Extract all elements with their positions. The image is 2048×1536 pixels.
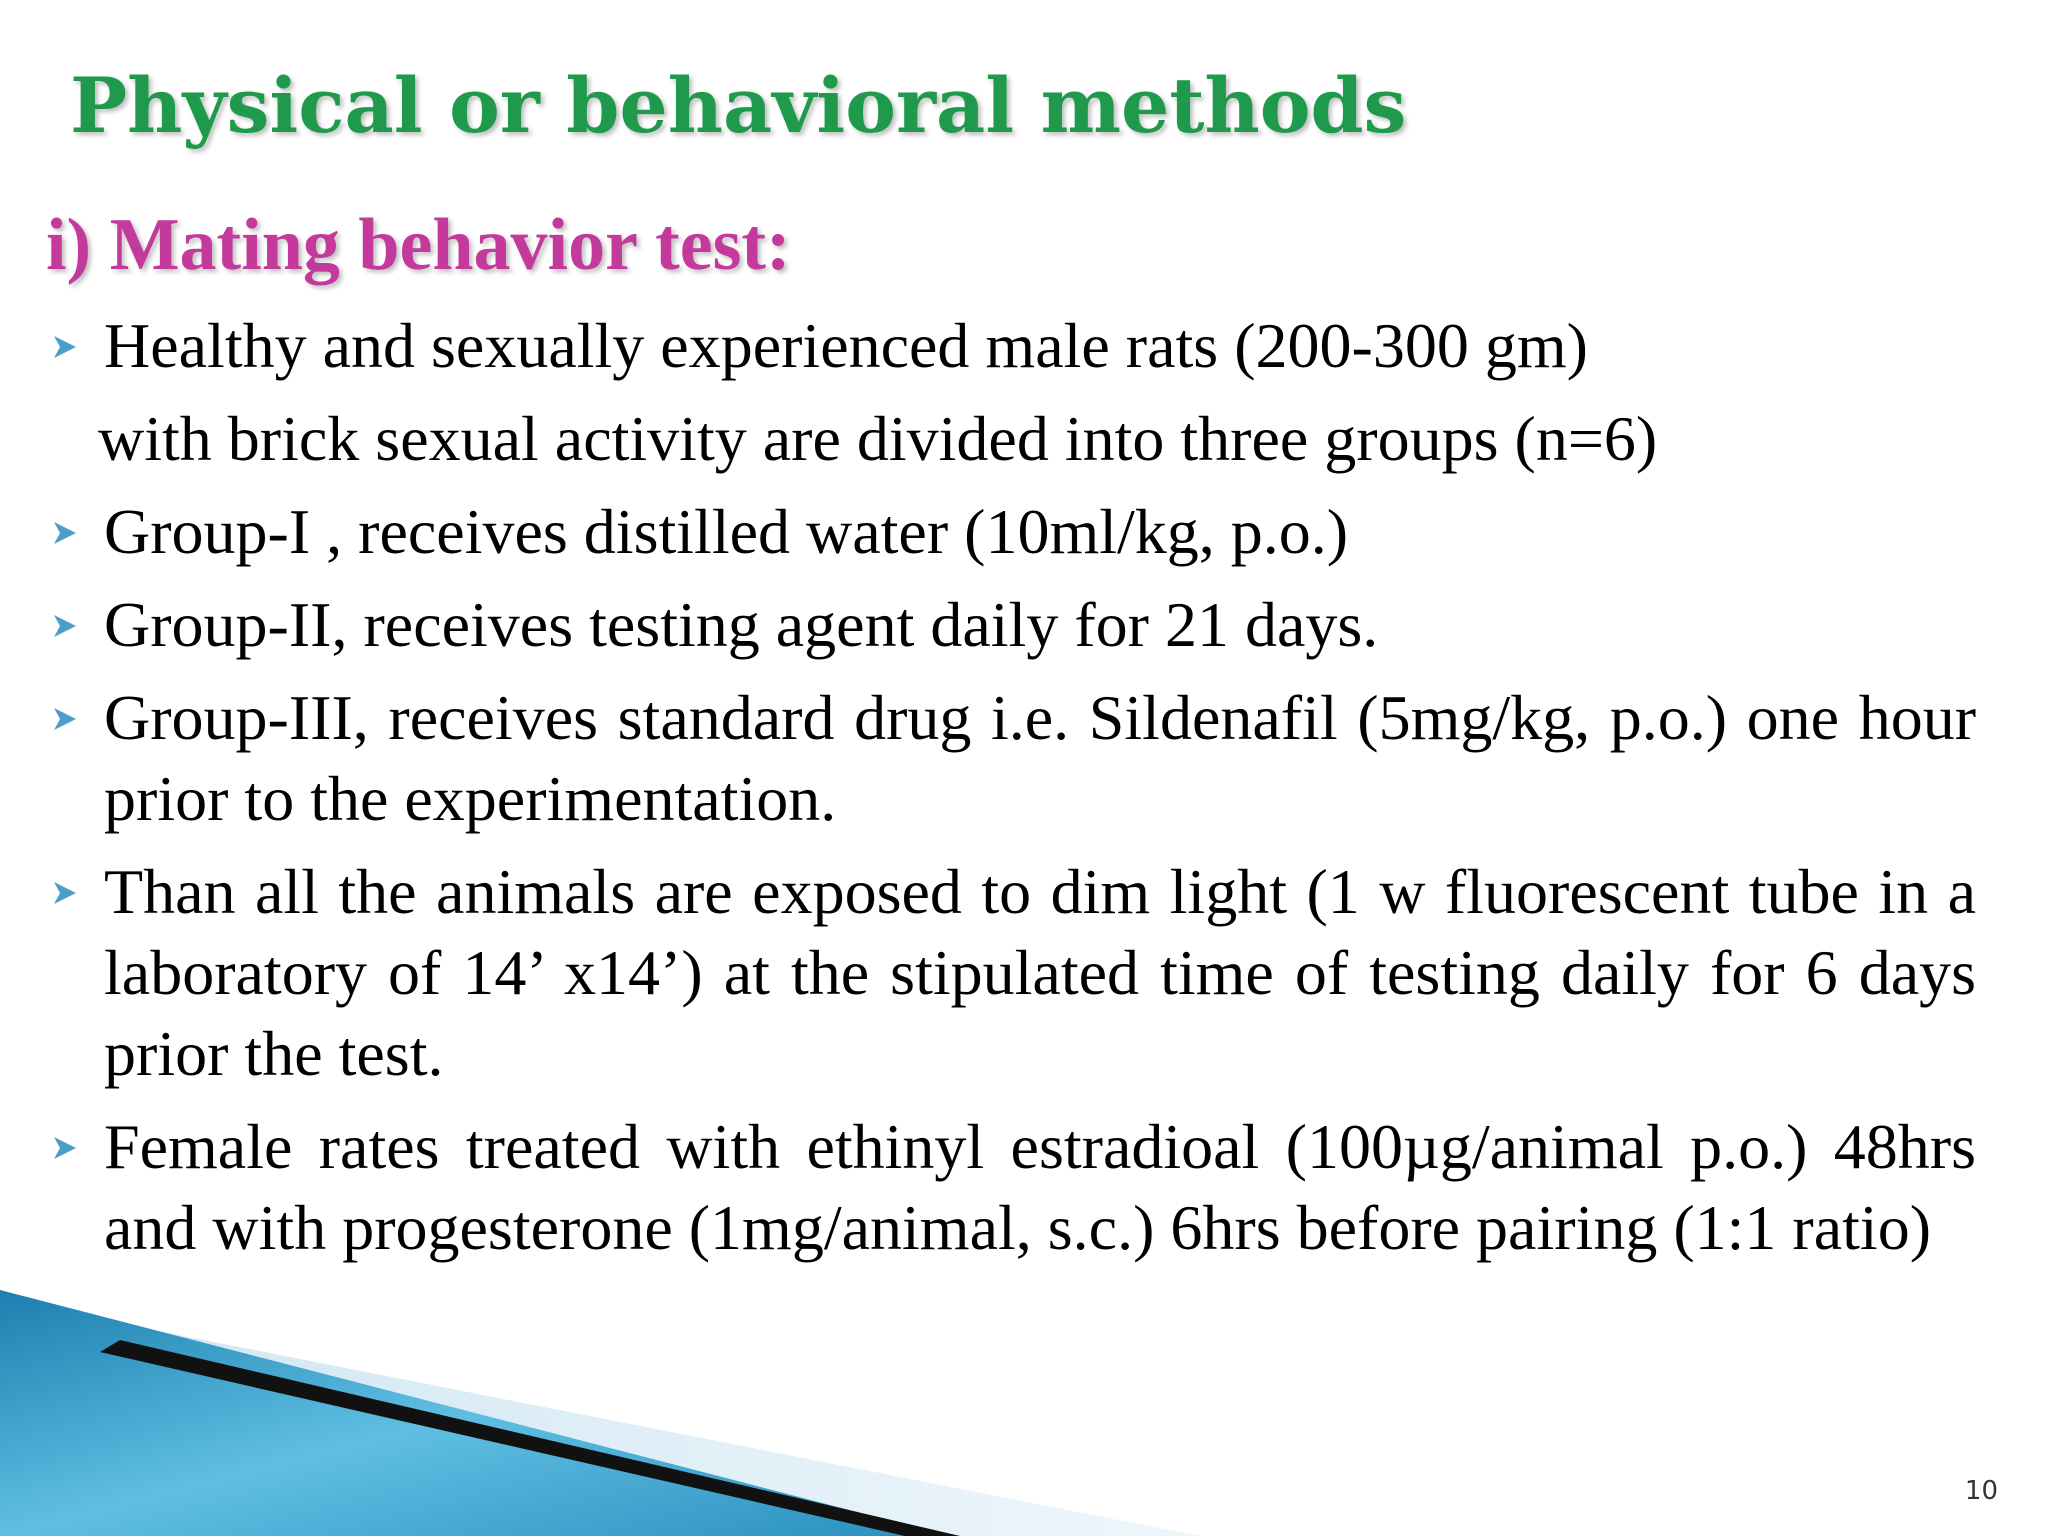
arrowhead-bullet-icon bbox=[50, 704, 80, 734]
bullet-text: Healthy and sexually experienced male rats (200-300 gm) bbox=[104, 310, 1588, 381]
arrowhead-bullet-icon bbox=[50, 1133, 80, 1163]
arrowhead-bullet-icon bbox=[50, 611, 80, 641]
arrowhead-bullet-icon bbox=[50, 332, 80, 362]
bullet-item bbox=[40, 677, 1976, 839]
bullet-text: with brick sexual activity are divided into three groups (n=6) bbox=[98, 403, 1658, 474]
bullet-text: Group-I , receives distilled water (10ml/kg, p.o.) bbox=[104, 496, 1349, 567]
bullet-item bbox=[40, 1106, 1976, 1268]
arrowhead-bullet-icon bbox=[50, 518, 80, 548]
bullet-item bbox=[40, 491, 1976, 572]
bullet-item bbox=[40, 305, 1976, 386]
bullet-text: Group-II, receives testing agent daily for 21 days. bbox=[104, 589, 1379, 660]
bullet-item bbox=[40, 851, 1976, 1094]
bullet-item bbox=[40, 584, 1976, 665]
page-number: 10 bbox=[1964, 1476, 1998, 1506]
bullet-list bbox=[40, 305, 1976, 1268]
bullet-text: Than all the animals are exposed to dim light (1 w fluorescent tube in a laboratory of 14’ x14’) at the stipulated time of testing daily for 6 days prior the test. bbox=[104, 856, 1976, 1089]
arrowhead-bullet-icon bbox=[50, 878, 80, 908]
slide-title: Physical or behavioral methods bbox=[70, 61, 1407, 150]
bullet-continuation bbox=[40, 398, 1976, 479]
bullet-text: Female rates treated with ethinyl estradioal (100µg/animal p.o.) 48hrs and with progesterone (1mg/animal, s.c.) 6hrs before pairing (1:1 ratio) bbox=[104, 1111, 1976, 1263]
bullet-text: Group-III, receives standard drug i.e. Sildenafil (5mg/kg, p.o.) one hour prior to the experimentation. bbox=[104, 682, 1976, 834]
section-heading: i) Mating behavior test: bbox=[46, 204, 791, 286]
